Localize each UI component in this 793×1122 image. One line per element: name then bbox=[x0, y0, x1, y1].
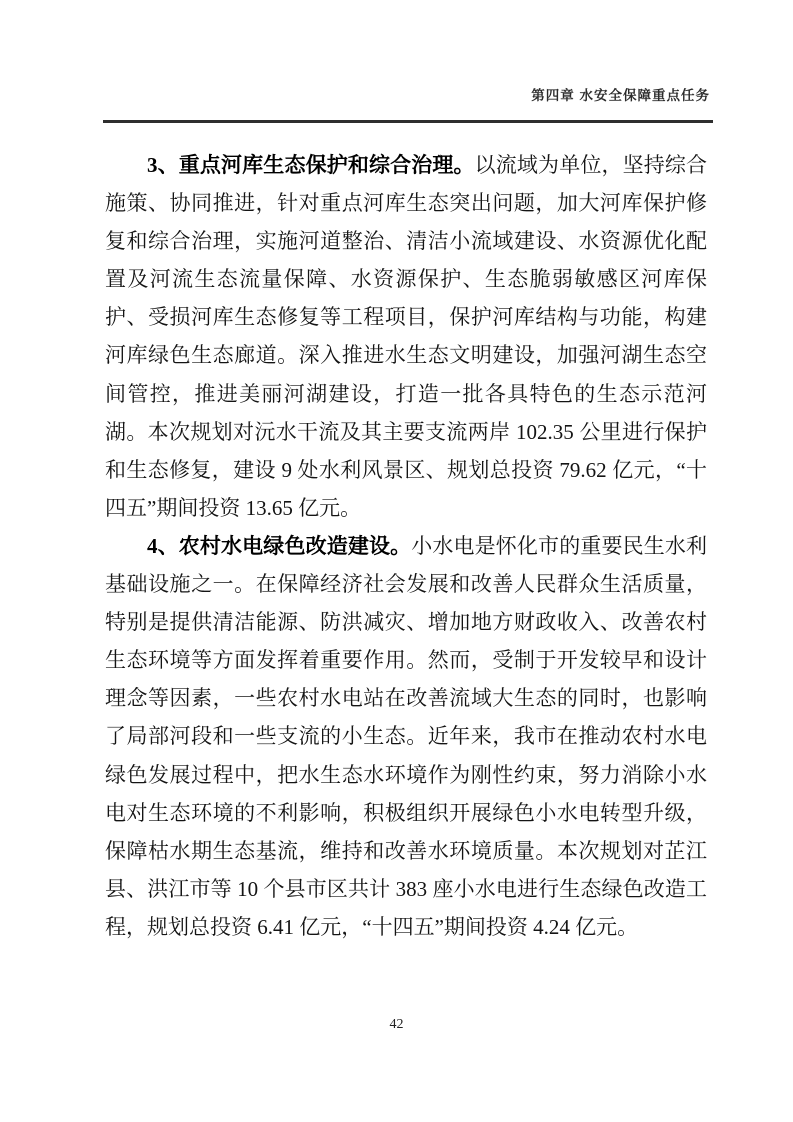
document-body bbox=[105, 146, 707, 946]
paragraph-lead-text: 3、重点河库生态保护和综合治理。 bbox=[147, 153, 475, 177]
header-divider-rule bbox=[103, 120, 713, 123]
paragraph-river-ecology bbox=[105, 146, 707, 527]
chapter-header-label: 第四章 水安全保障重点任务 bbox=[531, 88, 710, 103]
paragraph-rural-hydropower bbox=[105, 527, 707, 946]
paragraph-lead-text: 4、农村水电绿色改造建设。 bbox=[147, 533, 412, 558]
paragraph-body-text: 以流域为单位，坚持综合施策、协同推进，针对重点河库生态突出问题，加大河库保护修复和综合治理，实施河道整治、清洁小流域建设、水资源优化配置及河流生态流量保障、水资源保护、生态脆弱敏感区河库保护、受损河库生态修复等工程项目，保护河库结构与功能，构建河库绿色生态廊道。深入推进水生态文明建设，加强河湖生态空间管控，推进美丽河湖建设，打造一批各具特色的生态示范河湖。本次规划对沅水干流及其主要支流两岸 102.35 公里进行保护和生态修复，建设 9 处水利风景区、规划总投资 79.62 亿元，“十四五”期间投资 13.65 亿元。 bbox=[105, 153, 708, 520]
paragraph-body-text: 小水电是怀化市的重要民生水利基础设施之一。在保障经济社会发展和改善人民群众生活质量，特别是提供清洁能源、防洪减灾、增加地方财政收入、改善农村生态环境等方面发挥着重要作用。然而，受制于开发较早和设计理念等因素，一些农村水电站在改善流域大生态的同时，也影响了局部河段和一些支流的小生态。近年来，我市在推动农村水电绿色发展过程中，把水生态水环境作为刚性约束，努力消除小水电对生态环境的不利影响，积极组织开展绿色小水电转型升级，保障枯水期生态基流，维持和改善水环境质量。本次规划对芷江县、洪江市等 10 个县市区共计 383 座小水电进行生态绿色改造工程，规划总投资 6.41 亿元，“十四五”期间投资 4.24 亿元。 bbox=[105, 533, 707, 939]
page-number: 42 bbox=[389, 1017, 404, 1032]
